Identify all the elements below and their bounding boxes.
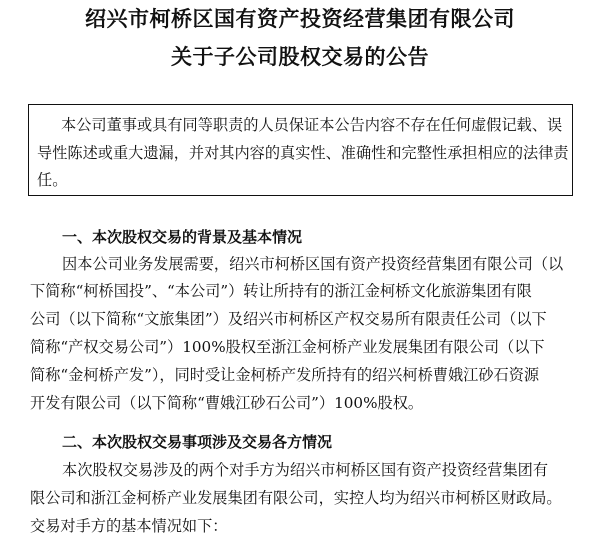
paragraph-line: 公司（以下简称“文旅集团”）及绍兴市柯桥区产权交易所有限责任公司（以下 xyxy=(30,310,547,328)
paragraph-line: 开发有限公司（以下简称“曹娥江砂石公司”）100%股权。 xyxy=(30,394,424,412)
document-title-company: 绍兴市柯桥区国有资产投资经营集团有限公司 xyxy=(85,7,515,31)
paragraph-line: 简称“产权交易公司”）100%股权至浙江金柯桥产业发展集团有限公司（以下 xyxy=(30,338,545,356)
disclaimer-line: 导性陈述或重大遗漏，并对其内容的真实性、准确性和完整性承担相应的法律责 xyxy=(37,144,569,162)
disclaimer-line: 任。 xyxy=(37,171,68,189)
disclaimer-line: 本公司董事或具有同等职责的人员保证本公告内容不存在任何虚假记载、误 xyxy=(61,116,563,134)
disclaimer-box xyxy=(28,104,573,196)
paragraph-line: 下简称“柯桥国投”、“本公司”）转让所持有的浙江金柯桥文化旅游集团有限 xyxy=(30,282,532,300)
paragraph-line: 因本公司业务发展需要，绍兴市柯桥区国有资产投资经营集团有限公司（以 xyxy=(62,255,564,273)
paragraph-line: 限公司和浙江金柯桥产业发展集团有限公司，实控人均为绍兴市柯桥区财政局。 xyxy=(30,489,562,507)
section-heading-background: 一、本次股权交易的背景及基本情况 xyxy=(62,228,303,246)
section-heading-parties: 二、本次股权交易事项涉及交易各方情况 xyxy=(62,433,333,451)
paragraph-line: 简称“金柯桥产发”），同时受让金柯桥产发所持有的绍兴柯桥曹娥江砂石资源 xyxy=(30,366,540,384)
document-title-subject: 关于子公司股权交易的公告 xyxy=(171,45,429,69)
paragraph-line: 本次股权交易涉及的两个对手方为绍兴市柯桥区国有资产投资经营集团有 xyxy=(62,461,548,479)
paragraph-line: 交易对手方的基本情况如下： xyxy=(30,517,228,535)
